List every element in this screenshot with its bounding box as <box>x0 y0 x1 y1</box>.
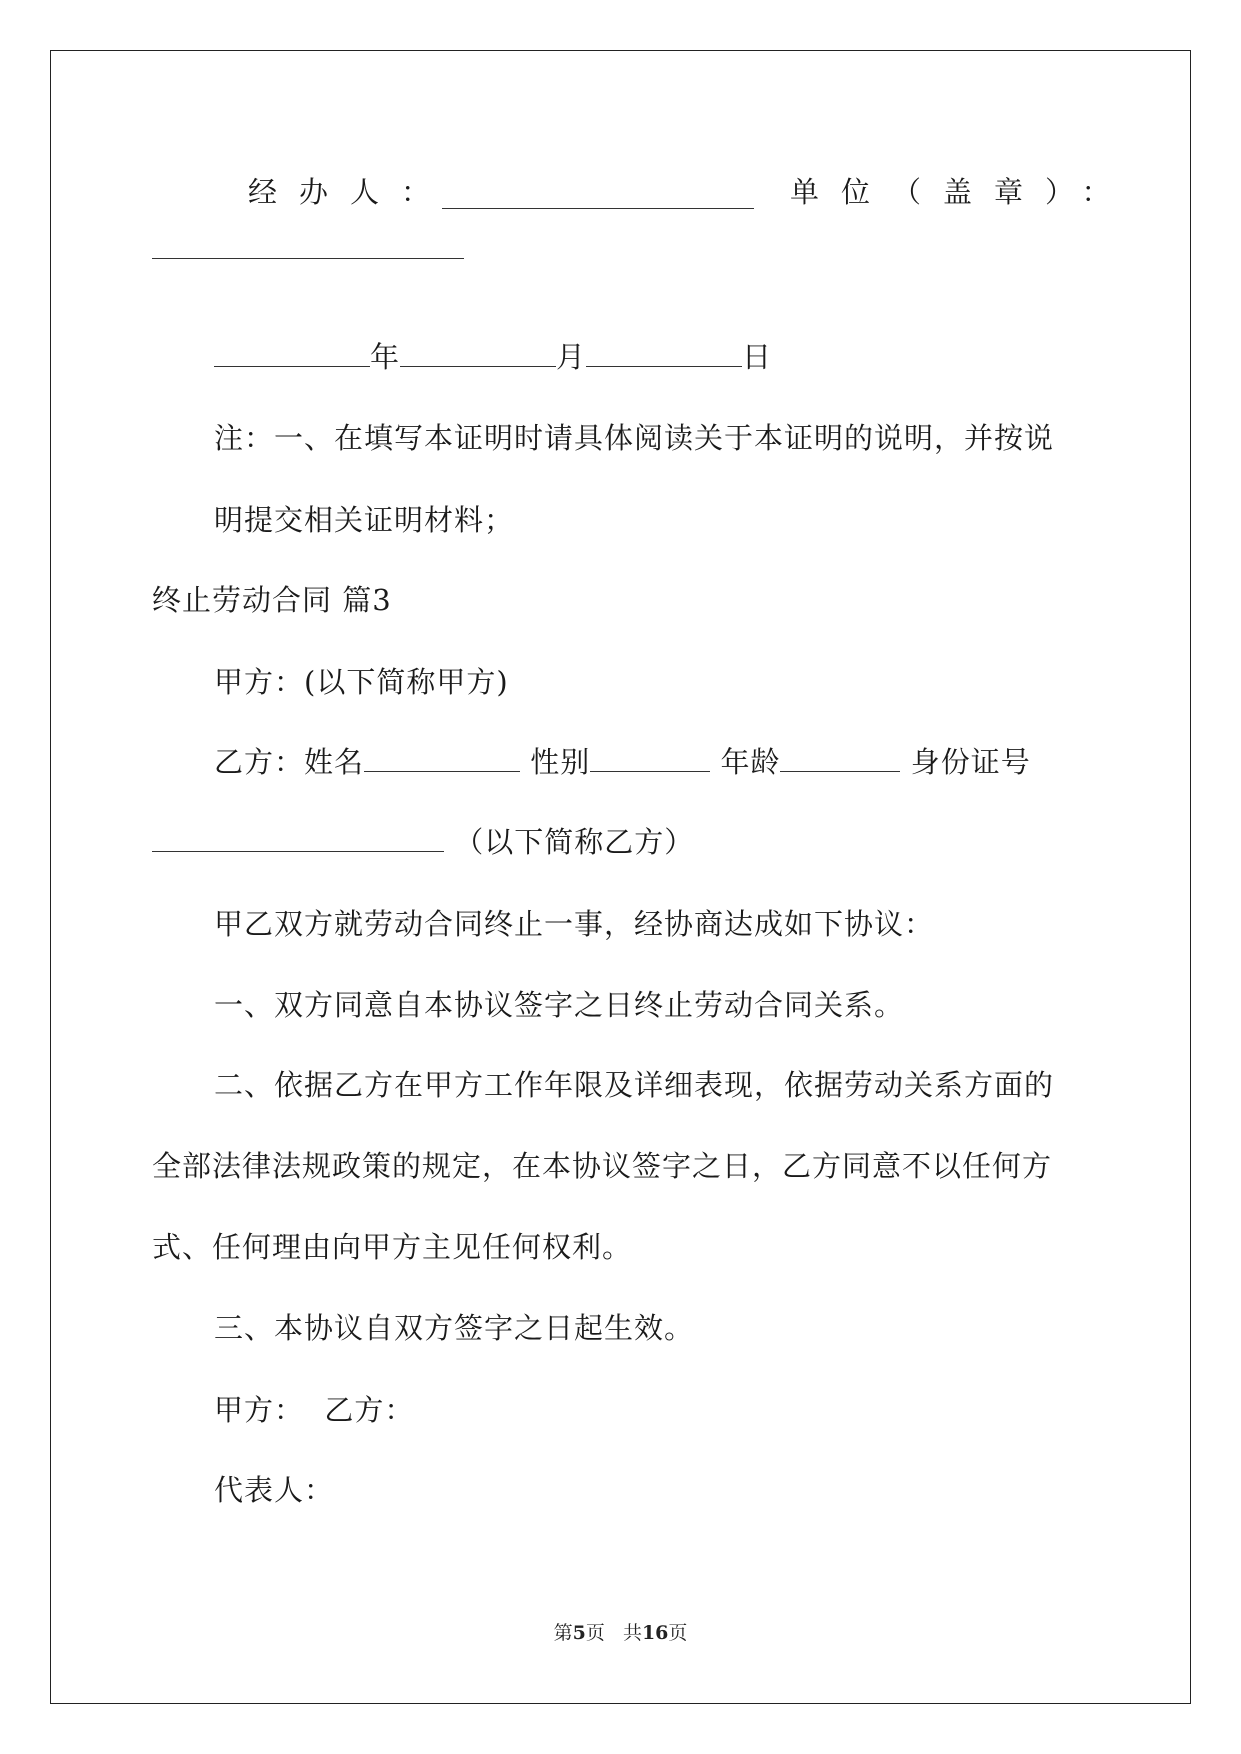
name-blank[interactable] <box>364 743 520 772</box>
party-b-line-2 <box>152 822 694 862</box>
id-blank[interactable] <box>152 823 444 852</box>
handler-label: 经办人： <box>248 175 453 209</box>
note-line-2: 明提交相关证明材料； <box>214 503 515 537</box>
footer-prefix: 第 <box>553 1622 573 1644</box>
party-b-name-label: 乙方：姓名 <box>214 745 365 779</box>
clause-2-line-2: 全部法律法规政策的规定，在本协议签字之日，乙方同意不以任何方 <box>152 1149 1053 1183</box>
total-pages: 16 <box>641 1622 669 1644</box>
section-title: 终止劳动合同 篇3 <box>152 583 392 617</box>
id-label: 身份证号 <box>910 745 1031 779</box>
day-blank[interactable] <box>586 338 742 367</box>
day-label: 日 <box>742 340 773 374</box>
representative: 代表人： <box>214 1473 335 1507</box>
date-line <box>214 337 772 377</box>
handler-line <box>248 172 452 212</box>
handler-blank[interactable] <box>442 180 754 209</box>
unit-label: 单位（盖章）： <box>790 175 1133 209</box>
clause-1: 一、双方同意自本协议签字之日终止劳动合同关系。 <box>214 988 905 1022</box>
unit-blank[interactable] <box>152 230 464 259</box>
page-border <box>50 50 1191 1704</box>
age-blank[interactable] <box>780 743 900 772</box>
age-label: 年龄 <box>720 745 781 779</box>
month-blank[interactable] <box>400 338 556 367</box>
party-a: 甲方：(以下简称甲方) <box>214 665 509 699</box>
unit-line <box>790 172 1133 212</box>
month-label: 月 <box>556 340 587 374</box>
intro-paragraph: 甲乙双方就劳动合同终止一事，经协商达成如下协议： <box>214 907 935 941</box>
note-line-1: 注：一、在填写本证明时请具体阅读关于本证明的说明，并按说 <box>214 421 1055 455</box>
year-label: 年 <box>370 340 401 374</box>
current-page: 5 <box>572 1622 586 1644</box>
gender-blank[interactable] <box>590 743 710 772</box>
footer-suffix: 页 <box>668 1622 688 1644</box>
gender-label: 性别 <box>530 745 591 779</box>
clause-2-line-3: 式、任何理由向甲方主见任何权利。 <box>152 1230 633 1264</box>
party-b-suffix: （以下简称乙方） <box>454 825 695 859</box>
footer-mid: 页 共 <box>585 1622 642 1644</box>
sign-parties: 甲方： 乙方： <box>214 1393 415 1427</box>
party-b-line <box>214 742 1031 782</box>
page-footer <box>0 1618 1241 1645</box>
clause-2-line-1: 二、依据乙方在甲方工作年限及详细表现，依据劳动关系方面的 <box>214 1068 1055 1102</box>
year-blank[interactable] <box>214 338 370 367</box>
clause-3: 三、本协议自双方签字之日起生效。 <box>214 1311 695 1345</box>
